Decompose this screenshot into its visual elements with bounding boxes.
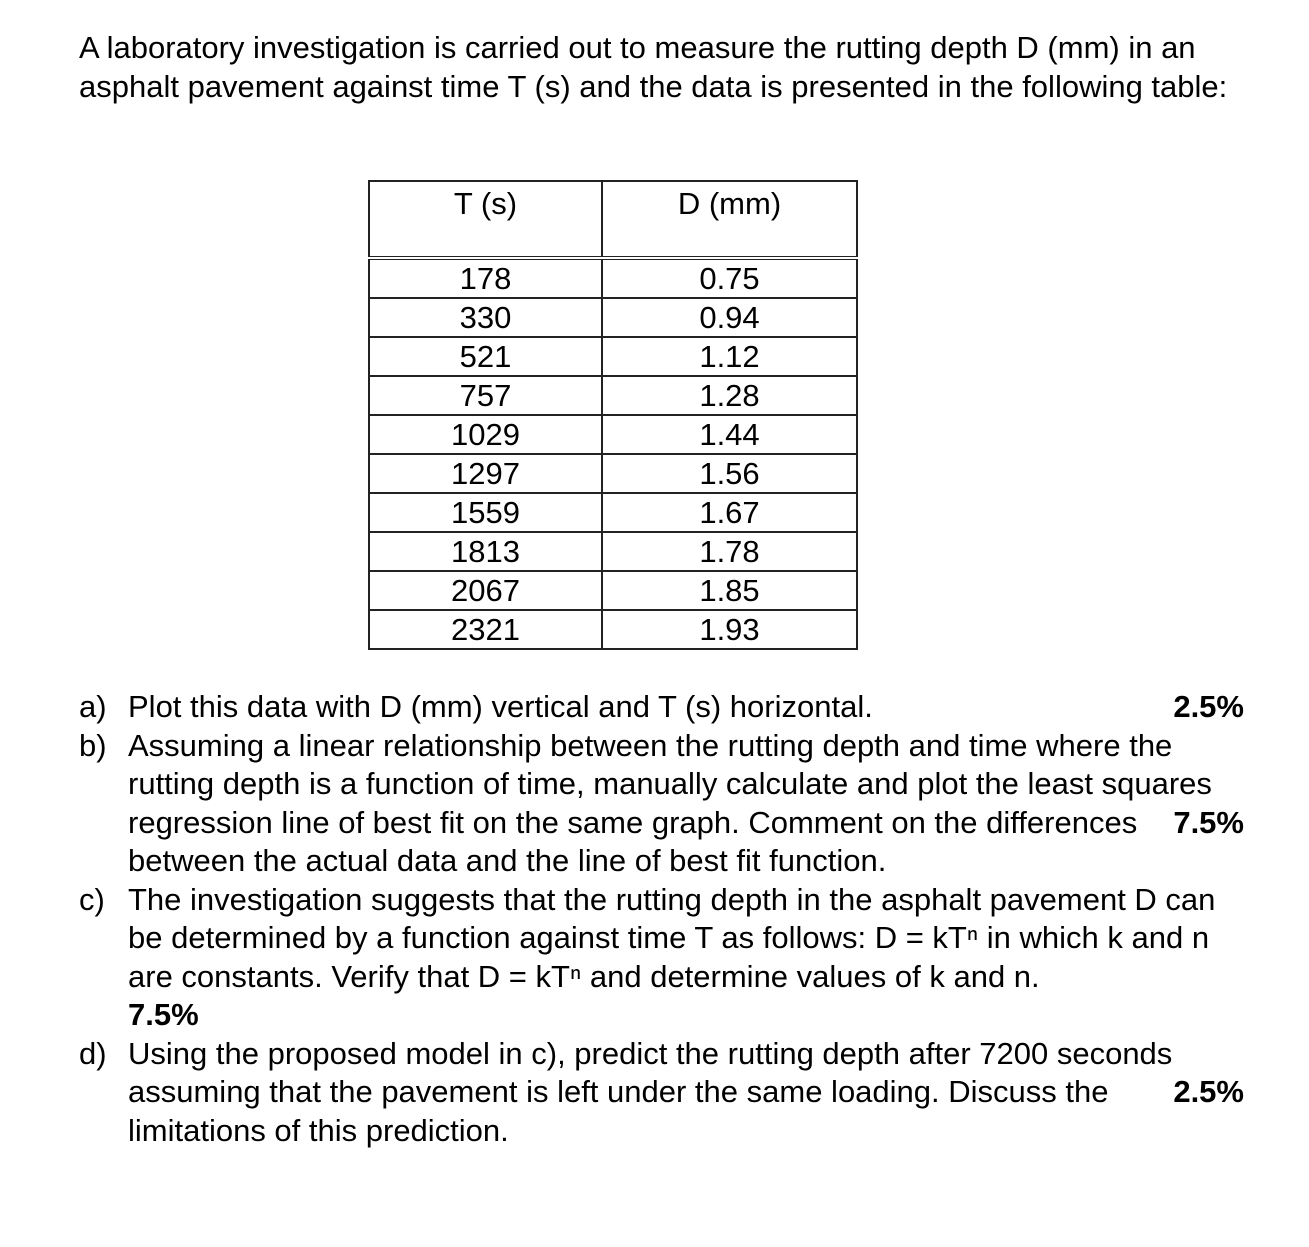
cell-depth: 1.78	[602, 532, 857, 571]
question-text: Assuming a linear relationship between the rutting depth and time where the rutting depth is a function of time, manually calculate and plot the least squares regression line of best fit on the same graph. Comment on the differences between the actual data and the line of best fit function.	[128, 727, 1212, 878]
rutting-data-table	[368, 180, 858, 650]
question-a	[79, 688, 1244, 727]
cell-time: 1813	[369, 532, 602, 571]
question-text: Plot this data with D (mm) vertical and T (s) horizontal.	[128, 689, 873, 724]
question-list	[79, 688, 1244, 1150]
question-d	[79, 1035, 1244, 1151]
question-text: Using the proposed model in c), predict the rutting depth after 7200 seconds assuming that the pavement is left under the same loading. Discuss the limitations of this prediction.	[128, 1035, 1173, 1148]
cell-depth: 1.56	[602, 454, 857, 493]
cell-depth: 1.28	[602, 376, 857, 415]
cell-time: 1297	[369, 454, 602, 493]
table-row	[369, 532, 857, 571]
question-letter: c)	[79, 881, 105, 917]
cell-depth: 1.93	[602, 610, 857, 649]
table-row	[369, 454, 857, 493]
table-row	[369, 415, 857, 454]
question-letter: a)	[79, 689, 107, 724]
cell-time: 2321	[369, 610, 602, 649]
cell-time: 1559	[369, 493, 602, 532]
cell-depth: 1.67	[602, 493, 857, 532]
cell-time: 521	[369, 337, 602, 376]
table-row	[369, 258, 857, 298]
cell-depth: 0.75	[602, 258, 857, 298]
table-row	[369, 571, 857, 610]
table-row	[369, 337, 857, 376]
header-depth: D (mm)	[602, 181, 857, 258]
cell-time: 757	[369, 376, 602, 415]
cell-depth: 1.44	[602, 415, 857, 454]
cell-time: 1029	[369, 415, 602, 454]
cell-time: 330	[369, 298, 602, 337]
question-b	[79, 727, 1244, 881]
question-letter: b)	[79, 727, 107, 763]
intro-paragraph: A laboratory investigation is carried out to measure the rutting depth D (mm) in an asphalt pavement against time T (s) and the data is presented in the following table:	[79, 30, 1228, 104]
question-letter: d)	[79, 1035, 107, 1071]
table-row	[369, 376, 857, 415]
question-mark: 2.5%	[1173, 1074, 1244, 1109]
table-row	[369, 610, 857, 649]
question-mark: 2.5%	[1173, 689, 1244, 724]
cell-depth: 0.94	[602, 298, 857, 337]
cell-time: 178	[369, 258, 602, 298]
table-header-row	[369, 181, 857, 258]
table-row	[369, 298, 857, 337]
header-time: T (s)	[369, 181, 602, 258]
cell-time: 2067	[369, 571, 602, 610]
question-c	[79, 881, 1244, 1035]
cell-depth: 1.12	[602, 337, 857, 376]
cell-depth: 1.85	[602, 571, 857, 610]
question-mark: 7.5%	[1173, 804, 1244, 840]
question-mark: 7.5%	[128, 997, 199, 1032]
question-text: The investigation suggests that the rutting depth in the asphalt pavement D can be determined by a function against time T as follows: D = kTⁿ in which k and n are constants. Verify that D = kTⁿ and determine values of k and n.	[128, 881, 1216, 994]
table-row	[369, 493, 857, 532]
